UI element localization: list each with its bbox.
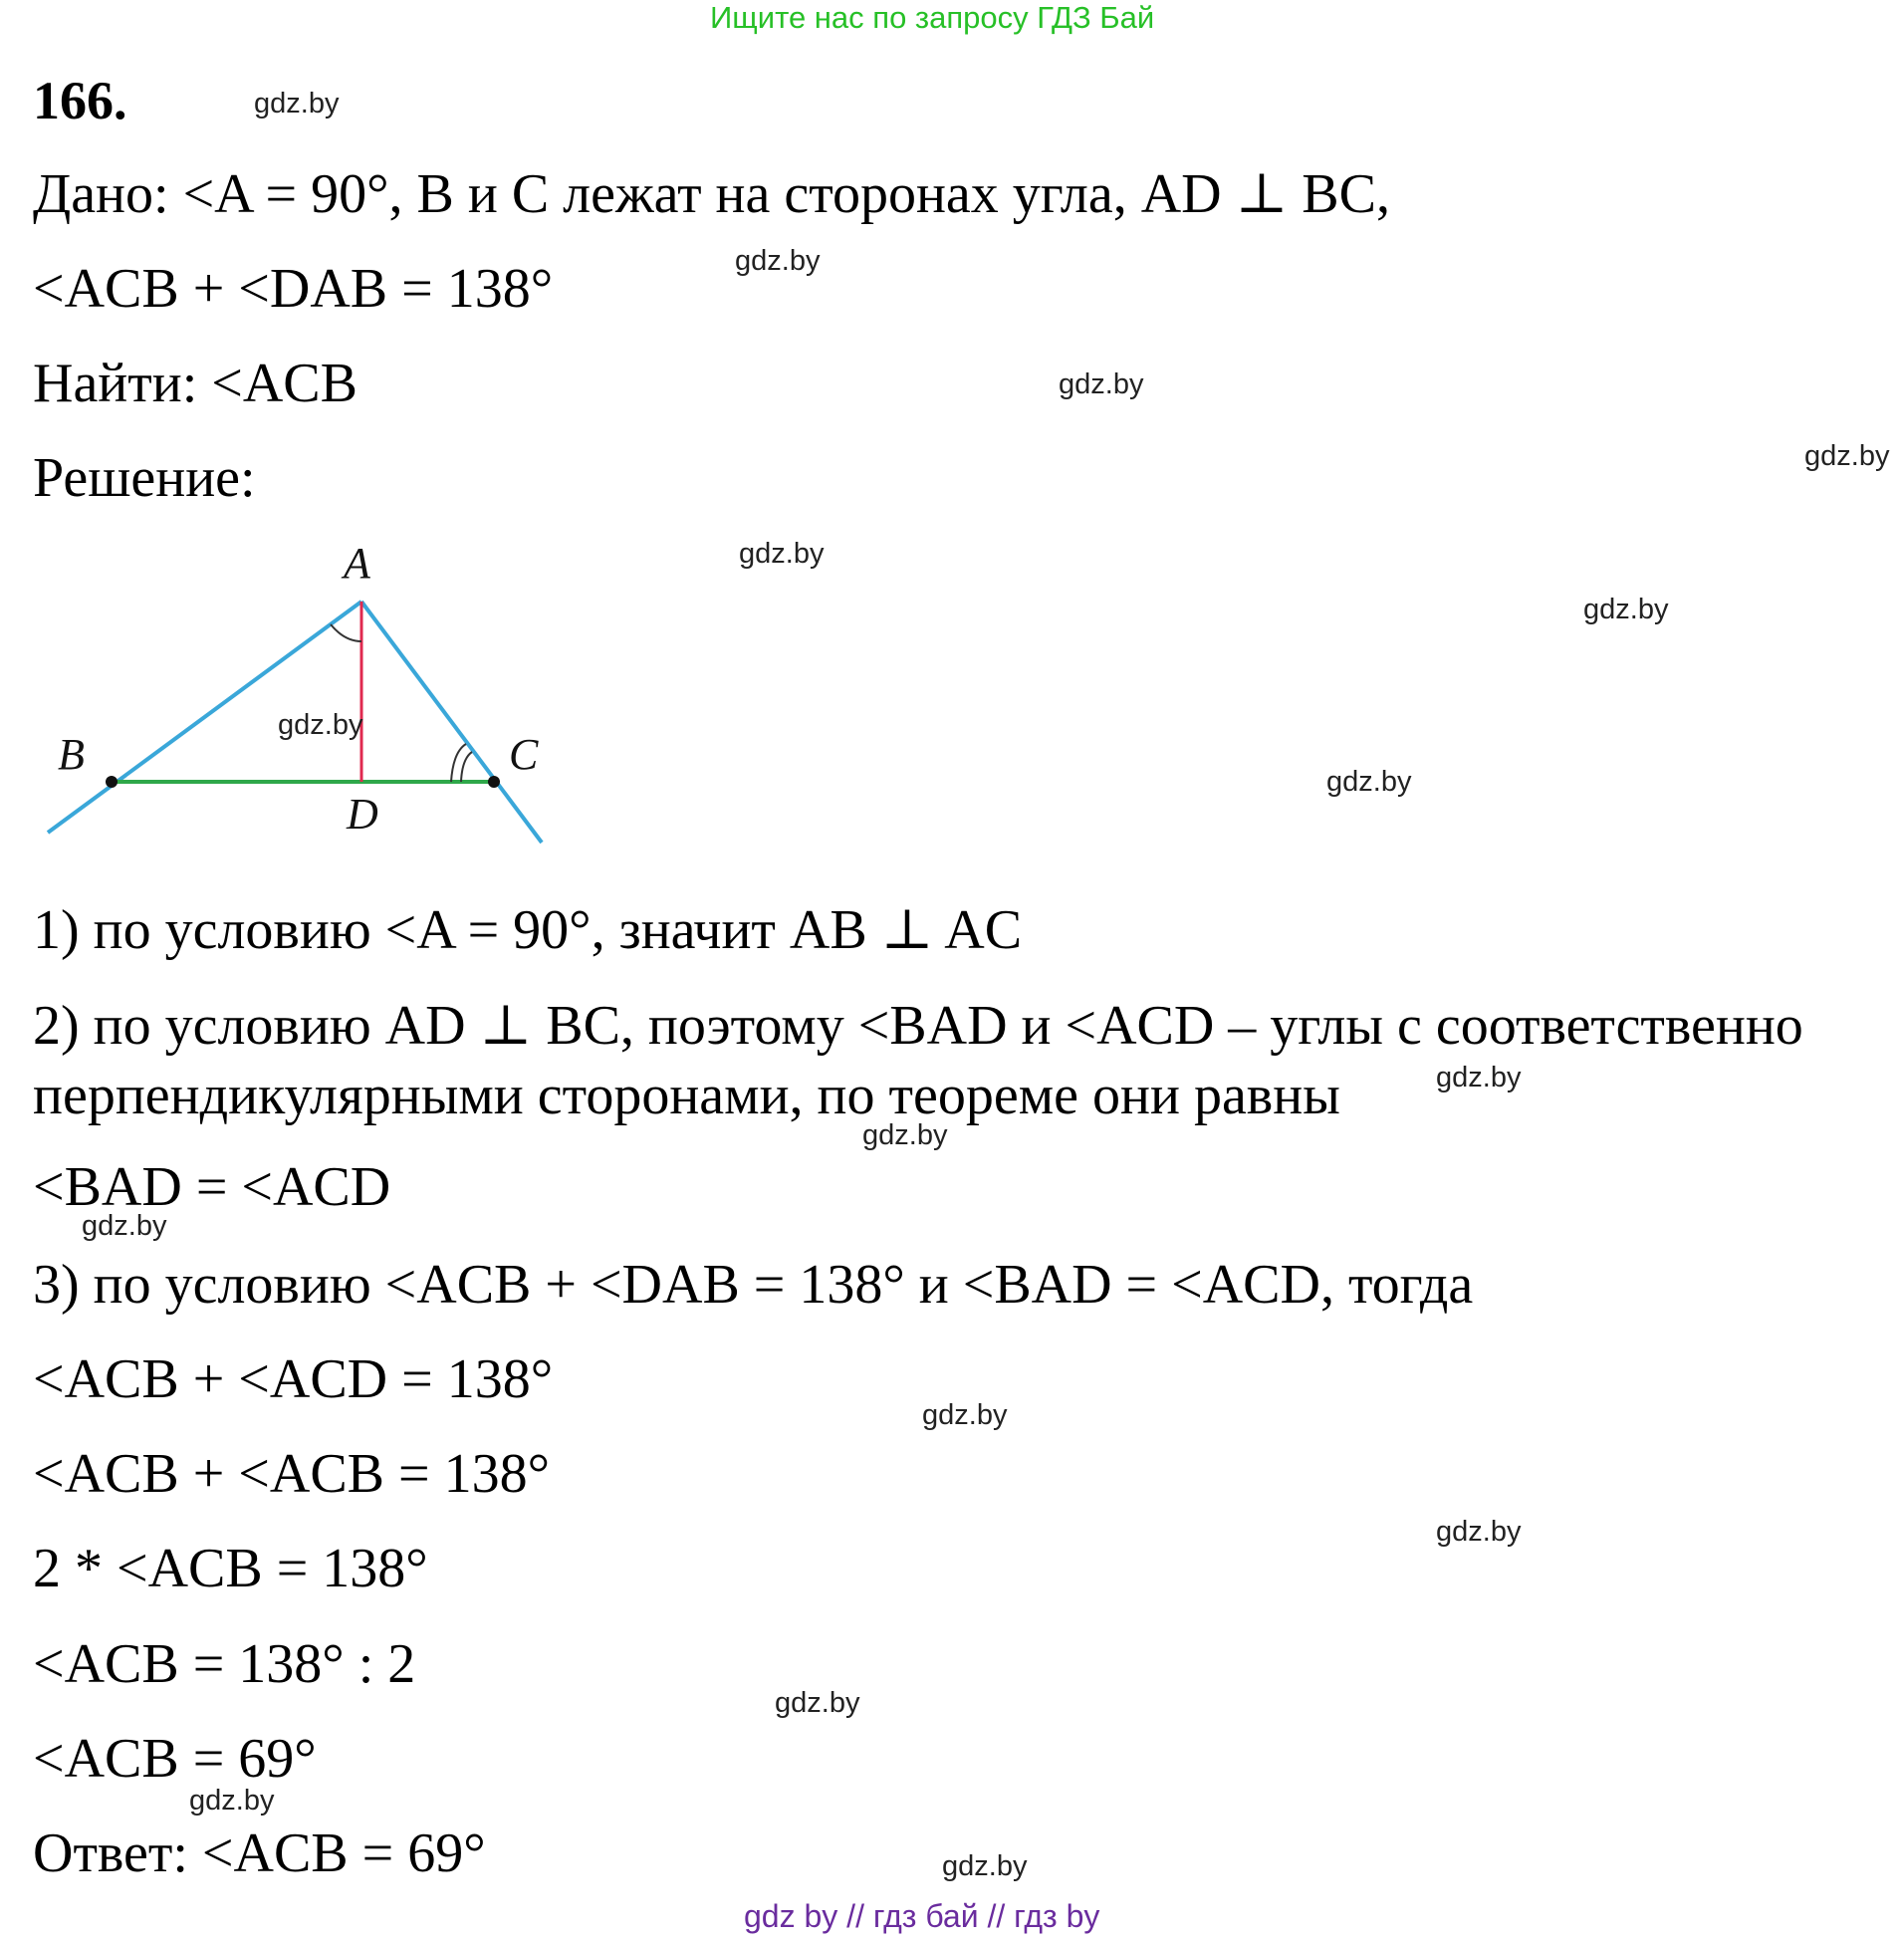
watermark: gdz.by bbox=[735, 245, 821, 277]
footer-part-2: гдз бай bbox=[872, 1898, 979, 1934]
angle-acd-arc-2 bbox=[461, 752, 472, 782]
watermark: gdz.by bbox=[189, 1785, 275, 1817]
given-line-2: <ACB + <DAB = 138° bbox=[33, 258, 554, 320]
watermark: gdz.by bbox=[942, 1850, 1028, 1882]
watermark: gdz.by bbox=[739, 538, 825, 570]
step-line-7: <ACB + <ACB = 138° bbox=[33, 1443, 551, 1505]
watermark: gdz.by bbox=[1326, 766, 1412, 798]
footer-separator-2: // bbox=[987, 1898, 1006, 1934]
search-banner: Ищите нас по запросу ГДЗ Бай bbox=[710, 0, 1155, 35]
step-line-10: <ACB = 69° bbox=[33, 1728, 317, 1790]
point-b bbox=[106, 776, 118, 788]
label-d: D bbox=[347, 790, 378, 839]
step-line-2: 2) по условию AD ⊥ BC, поэтому <BAD и <ACD – углы с соответственно bbox=[33, 995, 1803, 1057]
watermark: gdz.by bbox=[1059, 368, 1144, 400]
watermark: gdz.by bbox=[862, 1119, 948, 1151]
step-line-1: 1) по условию <A = 90°, значит AB ⊥ AC bbox=[33, 899, 1023, 961]
step-line-9: <ACB = 138° : 2 bbox=[33, 1633, 416, 1695]
label-b: B bbox=[58, 730, 85, 779]
watermark: gdz.by bbox=[1804, 440, 1890, 472]
triangle-figure bbox=[30, 538, 558, 856]
solution-label: Решение: bbox=[33, 447, 256, 509]
watermark: gdz.by bbox=[1436, 1516, 1522, 1548]
watermark: gdz.by bbox=[1583, 594, 1669, 625]
footer-part-3: гдз by bbox=[1014, 1898, 1100, 1934]
step-line-6: <ACB + <ACD = 138° bbox=[33, 1348, 554, 1410]
watermark: gdz.by bbox=[922, 1399, 1008, 1431]
watermark: gdz.by bbox=[254, 88, 340, 120]
footer-separator-1: // bbox=[846, 1898, 864, 1934]
watermark: gdz.by bbox=[775, 1687, 860, 1719]
footer bbox=[744, 1898, 1099, 1935]
step-line-3: перпендикулярными сторонами, по теореме они равны bbox=[33, 1065, 1340, 1126]
point-c bbox=[488, 776, 500, 788]
answer-line: Ответ: <ACB = 69° bbox=[33, 1822, 486, 1884]
footer-part-1: gdz by bbox=[744, 1898, 838, 1934]
angle-bad-arc bbox=[331, 624, 361, 641]
side-ac bbox=[361, 602, 542, 843]
label-c: C bbox=[509, 730, 539, 779]
given-line-1: Дано: <A = 90°, B и C лежат на сторонах угла, AD ⊥ BC, bbox=[33, 163, 1390, 225]
step-line-5: 3) по условию <ACB + <DAB = 138° и <BAD = <ACD, тогда bbox=[33, 1254, 1474, 1316]
find-line: Найти: <ACB bbox=[33, 353, 357, 414]
watermark: gdz.by bbox=[1436, 1062, 1522, 1093]
watermark: gdz.by bbox=[82, 1210, 167, 1242]
step-line-8: 2 * <ACB = 138° bbox=[33, 1538, 428, 1599]
step-line-4: <BAD = <ACD bbox=[33, 1156, 391, 1218]
label-a: A bbox=[344, 539, 370, 588]
watermark: gdz.by bbox=[278, 709, 363, 741]
problem-number: 166. bbox=[33, 71, 127, 130]
